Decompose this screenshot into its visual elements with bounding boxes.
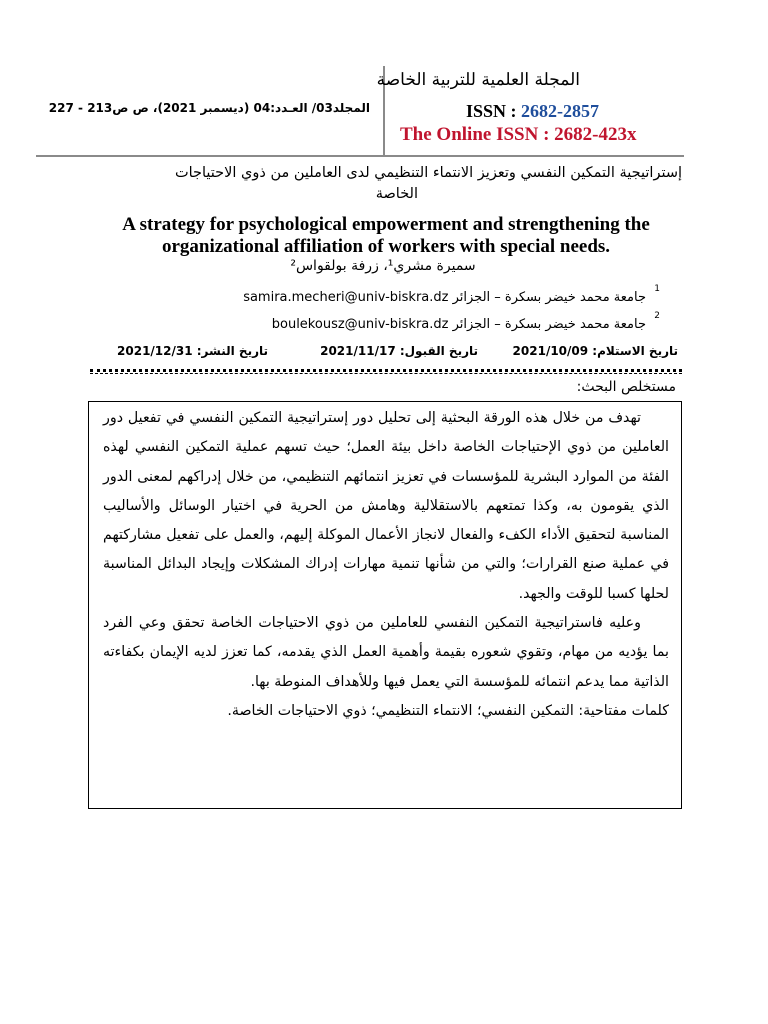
header-horizontal-divider <box>36 155 684 157</box>
dashed-separator <box>90 373 682 374</box>
journal-name: المجلة العلمية للتربية الخاصة <box>376 70 580 90</box>
abstract-box <box>88 401 682 809</box>
english-title: A strategy for psychological empowerment and strengthening the organizational affiliation of workers with special needs. <box>122 214 650 257</box>
arabic-title-continued: الخاصة <box>375 186 418 202</box>
online-issn: The Online ISSN : 2682-423x <box>400 124 637 145</box>
abstract-paragraph-1: تهدف من خلال هذه الورقة البحثية إلى تحليل دور إستراتيجية التمكين النفسي في تفعيل دور العاملين من ذوي الإحتياجات الخاصة داخل بيئة العمل؛ حيث تسهم عملية التمكين النفسي لهذه الفئة من الموارد البشرية للمؤسسات في تعزيز انتمائهم التنظيمي، من خلال إدراكهم لمعنى الدور الذي يقومون به، وكذا تمتعهم بالاستقلالية وهامش من الحرية في اختيار الوسائل والأساليب المناسبة لتحقيق الأداء الكفء والفعال لانجاز الأعمال الموكلة إليهم، والعمل على تفعيل مشاركتهم في عملية صنع القرارات؛ والتي من شأنها تنمية مهارات إدراك المشكلات وإيجاد البدائل المناسبة لحلها كسبا للوقت والجهد. <box>103 410 669 602</box>
arabic-title: إستراتيجية التمكين النفسي وتعزيز الانتماء التنظيمي لدى العاملين من ذوي الاحتياجات <box>174 165 682 181</box>
issn-value: 2682-2857 <box>521 101 600 121</box>
volume-info: المجلد03/ العـدد:04 (ديسمبر 2021)، ص ص213 - 227 <box>48 101 370 115</box>
date-published: تاريخ النشر: 2021/12/31 <box>117 344 268 358</box>
affiliation-email[interactable]: boulekousz@univ-biskra.dz <box>271 317 449 332</box>
affiliation-text: جامعة محمد خيضر بسكرة – الجزائر <box>452 317 646 332</box>
date-received: تاريخ الاستلام: 2021/10/09 <box>512 344 678 358</box>
issn-label: ISSN : <box>466 101 522 121</box>
keywords: كلمات مفتاحية: التمكين النفسي؛ الانتماء التنظيمي؛ ذوي الاحتياجات الخاصة. <box>227 702 669 719</box>
affiliation-number: 2 <box>654 311 660 321</box>
affiliation-1 <box>120 284 660 305</box>
affiliation-2 <box>120 311 660 332</box>
authors: سميرة مشري¹، زرفة بولقواس² <box>290 258 476 274</box>
abstract-heading: مستخلص البحث: <box>576 379 676 395</box>
abstract-paragraph-2: وعليه فاستراتيجية التمكين النفسي للعاملين من ذوي الاحتياجات الخاصة تحقق وعي الفرد بما يؤديه من مهام، وتقوي شعوره بقيمة وأهمية العمل الذي يقدمه، كما تعزز لديه الإيمان بكفاءته الذاتية مما يدعم انتمائه للمؤسسة التي يعمل فيها وللأهداف المنوطة بها. <box>103 615 669 690</box>
affiliation-email[interactable]: samira.mecheri@univ-biskra.dz <box>243 290 449 305</box>
article-dates <box>100 344 678 362</box>
affiliation-text: جامعة محمد خيضر بسكرة – الجزائر <box>452 290 646 305</box>
issn-line <box>466 101 599 122</box>
dotted-separator <box>90 369 682 372</box>
abstract-body <box>103 404 669 726</box>
affiliation-number: 1 <box>654 284 660 294</box>
date-accepted: تاريخ القبول: 2021/11/17 <box>320 344 478 358</box>
